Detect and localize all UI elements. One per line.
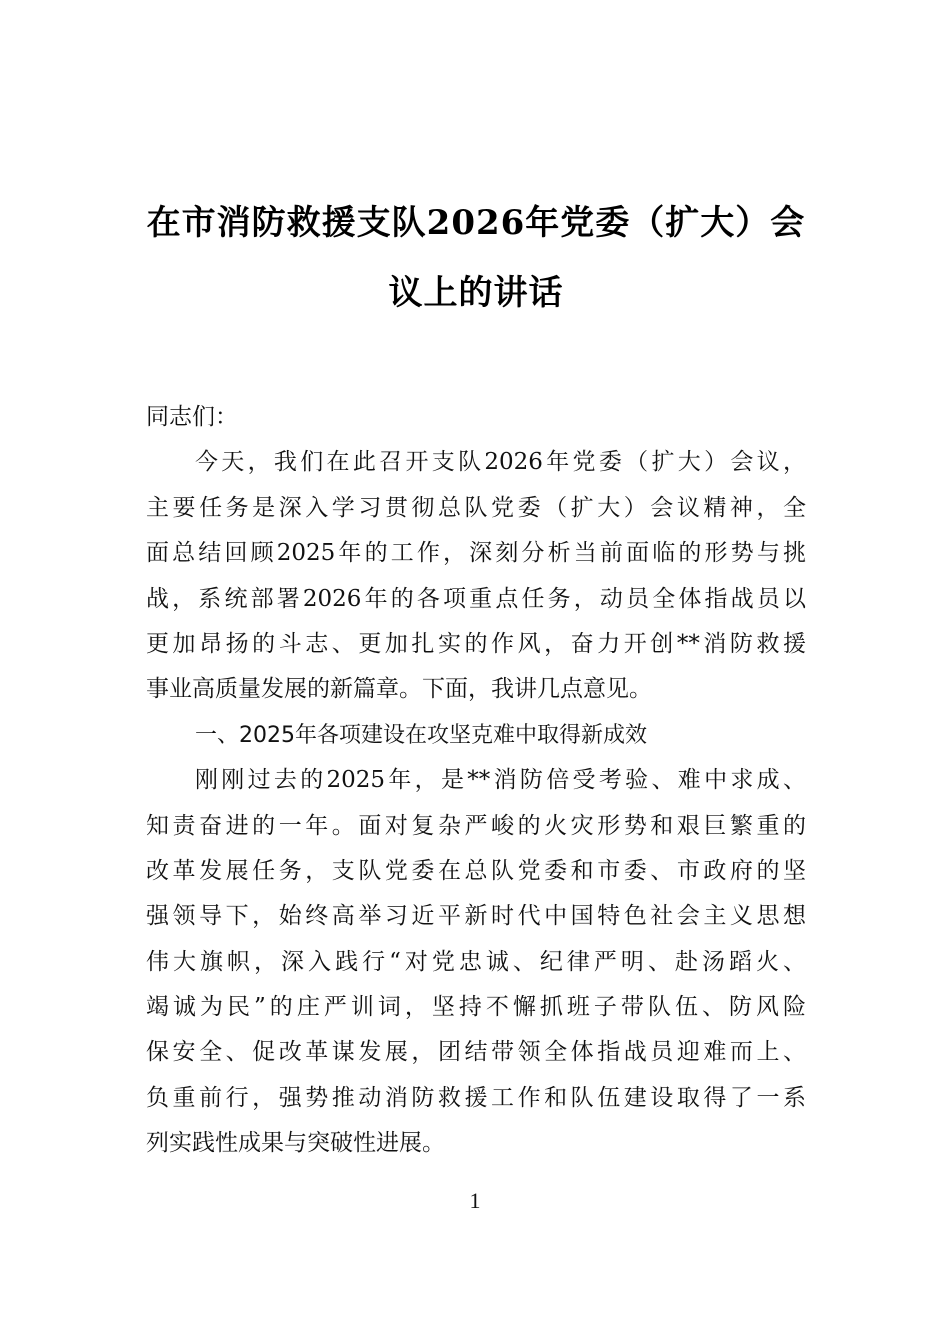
paragraph-line: 战，系统部署2026年的各项重点任务，动员全体指战员以: [146, 585, 806, 612]
paragraph-line: 保安全、促改革谋发展，团结带领全体指战员迎难而上、: [146, 1039, 806, 1066]
paragraph-line: 主要任务是深入学习贯彻总队党委（扩大）会议精神，全: [146, 494, 806, 521]
paragraph-line: 刚刚过去的2025年，是**消防倍受考验、难中求成、: [195, 767, 806, 794]
title-line: 在市消防救援支队2026年党委（扩大）会: [146, 203, 806, 243]
page-number: 1: [469, 1188, 481, 1213]
paragraph-line: 事业高质量发展的新篇章。下面，我讲几点意见。: [146, 676, 652, 703]
paragraph-line: 强领导下，始终高举习近平新时代中国特色社会主义思想: [146, 903, 806, 930]
section-heading: 一、2025年各项建设在攻坚克难中取得新成效: [195, 722, 647, 748]
paragraph-line: 改革发展任务，支队党委在总队党委和市委、市政府的坚: [146, 857, 806, 884]
paragraph-line: 伟大旗帜，深入践行“对党忠诚、纪律严明、赴汤蹈火、: [146, 948, 806, 975]
salutation: 同志们：: [146, 404, 238, 430]
paragraph-line: 更加昂扬的斗志、更加扎实的作风，奋力开创**消防救援: [146, 630, 806, 657]
paragraph-line: 知责奋进的一年。面对复杂严峻的火灾形势和艰巨繁重的: [146, 812, 806, 839]
paragraph-line: 负重前行，强势推动消防救援工作和队伍建设取得了一系: [146, 1084, 806, 1111]
paragraph-line: 竭诚为民”的庄严训词，坚持不懈抓班子带队伍、防风险: [146, 994, 806, 1021]
document-body: [146, 395, 806, 1167]
paragraph-line: 面总结回顾2025年的工作，深刻分析当前面临的形势与挑: [146, 540, 806, 567]
paragraph-line: 今天，我们在此召开支队2026年党委（扩大）会议，: [195, 449, 806, 476]
title-line: 议上的讲话: [388, 273, 564, 313]
document-title: [146, 188, 806, 328]
paragraph-line: 列实践性成果与突破性进展。: [146, 1130, 445, 1157]
